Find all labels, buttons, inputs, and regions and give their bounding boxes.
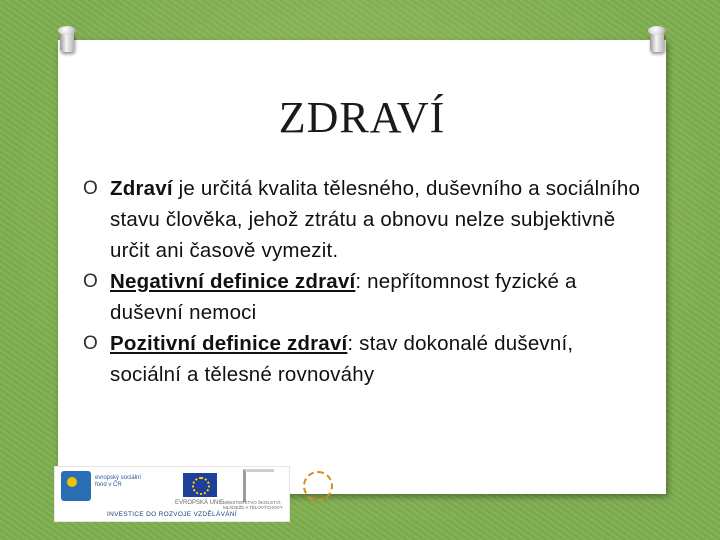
bullet-text: je určitá kvalita tělesného, duševního a sociálního stavu člověka, jehož ztrátu a obnovu nelze subjektivně určit ani časově vymezit. [110,177,641,262]
bullet-marker: O [83,333,98,354]
bullet-text: : stav dokonalé duševní, sociální a tělesné rovnováhy [110,332,574,386]
eu-logo-text: EVROPSKÁ UNIE [175,500,225,506]
bullet-marker: O [83,178,98,199]
bullet-marker: O [83,271,98,292]
pushpin-icon [650,32,664,52]
slide-title: ZDRAVÍ [278,93,446,142]
slide [58,40,666,494]
msmt-logo-icon [243,469,274,502]
eu-flag-icon [183,473,217,497]
bullet-text: : nepřítomnost fyzické a duševní nemoci [110,270,577,324]
esf-logo-text: evropský sociální fond v ČR [95,475,142,488]
bullet-item [83,173,643,266]
bullet-item [83,328,643,390]
bullet-lead: Zdraví [110,177,173,200]
pushpin-icon [60,32,74,52]
bullet-item [83,266,643,328]
funding-logos-strip [54,466,290,522]
investment-slogan: INVESTICE DO ROZVOJE VZDĚLÁVÁNÍ [107,511,237,518]
opvk-logo-icon [303,471,333,501]
bullet-lead: Pozitivní definice zdraví [110,332,348,355]
msmt-logo-text: MINISTERSTVO ŠKOLSTVÍ, MLÁDEŽE A TĚLOVÝCHOVY [223,500,283,510]
esf-logo-icon [61,471,91,501]
bullet-lead: Negativní definice zdraví [110,270,356,293]
bullet-list [83,173,643,390]
